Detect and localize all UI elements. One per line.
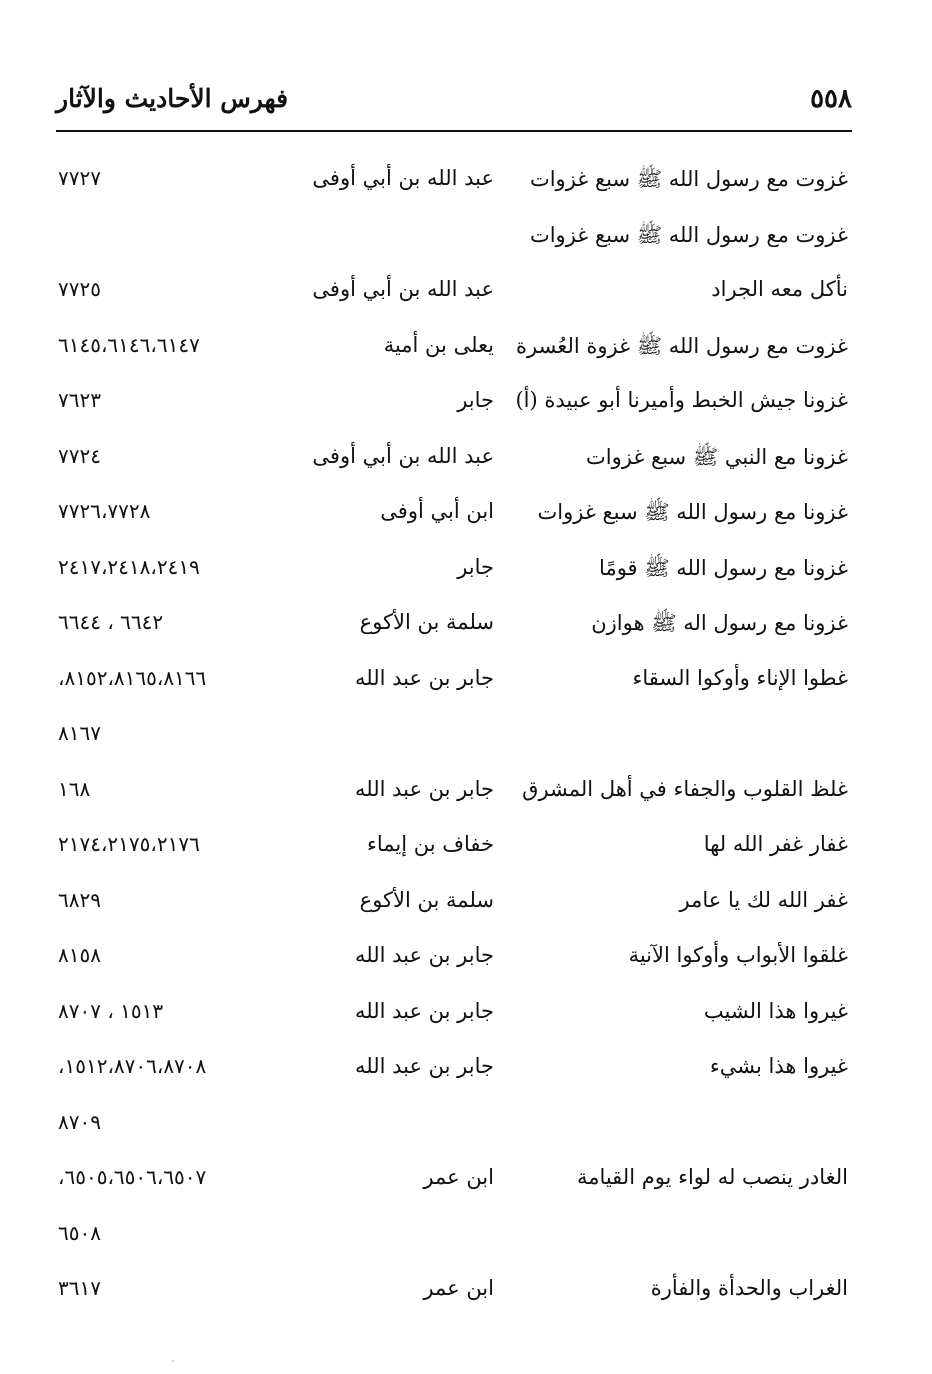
reference-numbers: ٧٦٢٣ [58,388,101,412]
index-row [0,158,932,214]
hadith-text: غزونا مع رسول الله ﷺ قومًا [599,555,848,580]
narrator-name: عبد الله بن أبي أوفى [312,443,494,468]
hadith-text: غزونا مع النبي ﷺ سبع غزوات [586,444,848,469]
hadith-text: نأكل معه الجراد [711,277,848,301]
narrator-name: سلمة بن الأكوع [359,887,494,912]
reference-numbers: ٣٦١٧ [58,1276,101,1300]
reference-numbers: ٦٥٠٥،٦٥٠٦،٦٥٠٧، [58,1165,207,1189]
page-number: ٥٥٨ [810,84,852,114]
narrator-name: عبد الله بن أبي أوفى [312,277,494,301]
hadith-text: غزونا مع رسول الله ﷺ سبع غزوات [537,500,848,524]
reference-numbers: ٨١٦٧ [58,721,101,745]
narrator-name: جابر بن عبد الله [354,1054,494,1078]
narrator-name: ابن أبي أوفى [380,499,494,523]
index-row [0,491,932,547]
hadith-text: غزوت مع رسول الله ﷺ سبع غزوات [529,167,848,191]
reference-numbers: ٦٥٠٨ [58,1220,101,1245]
hadith-text: غيروا هذا بشيء [709,1054,848,1078]
index-row [0,436,932,492]
index-row [0,269,932,325]
narrator-name: يعلى بن أمية [383,332,494,357]
scan-speck [172,1360,174,1362]
reference-numbers: ٨١٥٨ [58,943,101,967]
index-row [0,824,932,880]
index-row [0,547,932,603]
reference-numbers: ٦٦٤٢ ، ٦٦٤٤ [58,610,164,634]
reference-numbers: ٧٧٢٥ [58,277,101,301]
hadith-text: غزوت مع رسول الله ﷺ غزوة العُسرة [515,333,848,358]
index-row [0,991,932,1047]
reference-numbers: ٧٧٢٧ [58,166,101,190]
narrator-name: جابر [457,388,494,412]
hadith-text: غيروا هذا الشيب [703,998,848,1023]
index-row [0,713,932,769]
index-row [0,769,932,825]
index-row [0,602,932,658]
narrator-name: خفاف بن إيماء [366,832,494,856]
index-row [0,935,932,991]
reference-numbers: ٦١٤٥،٦١٤٦،٦١٤٧ [58,332,200,357]
hadith-text: غلقوا الأبواب وأوكوا الآنية [628,943,848,967]
reference-numbers: ١٦٨ [58,776,91,801]
index-table [0,158,932,1324]
reference-numbers: ٢١٧٤،٢١٧٥،٢١٧٦ [58,832,200,856]
hadith-text: غفار غفر الله لها [703,832,848,856]
narrator-name: جابر بن عبد الله [354,998,494,1023]
narrator-name: جابر بن عبد الله [354,943,494,967]
narrator-name: ابن عمر [423,1165,494,1189]
reference-numbers: ٧٧٢٤ [58,443,101,468]
narrator-name: عبد الله بن أبي أوفى [312,166,494,190]
running-title: فهرس الأحاديث والآثار [56,84,289,113]
hadith-text: غفر الله لك يا عامر [679,887,848,912]
index-row [0,880,932,936]
reference-numbers: ٨٧٠٩ [58,1109,101,1134]
index-row [0,325,932,381]
hadith-text: غطوا الإناء وأوكوا السقاء [632,665,848,690]
page-header [56,84,852,124]
reference-numbers: ١٥١٢،٨٧٠٦،٨٧٠٨، [58,1054,207,1078]
hadith-text: غلظ القلوب والجفاء في أهل المشرق [522,776,848,801]
index-row [0,658,932,714]
reference-numbers: ٢٤١٧،٢٤١٨،٢٤١٩ [58,554,200,579]
narrator-name: جابر [457,554,494,579]
reference-numbers: ٨١٥٢،٨١٦٥،٨١٦٦، [58,665,207,690]
hadith-text: غزونا مع رسول اله ﷺ هوازن [591,611,848,635]
header-divider [56,130,852,132]
reference-numbers: ٦٨٢٩ [58,887,101,912]
index-row [0,380,932,436]
reference-numbers: ١٥١٣ ، ٨٧٠٧ [58,998,164,1023]
narrator-name: ابن عمر [423,1276,494,1300]
hadith-text: غزونا جيش الخبط وأميرنا أبو عبيدة (أ) [515,388,848,412]
reference-numbers: ٧٧٢٦،٧٧٢٨ [58,499,151,523]
hadith-text: غزوت مع رسول الله ﷺ سبع غزوات [529,222,848,247]
index-row [0,1046,932,1102]
index-row [0,1102,932,1158]
hadith-text: الغراب والحدأة والفأرة [650,1276,848,1300]
index-row [0,1268,932,1324]
index-row [0,214,932,270]
index-row [0,1157,932,1213]
hadith-text: الغادر ينصب له لواء يوم القيامة [576,1165,848,1189]
index-row [0,1213,932,1269]
narrator-name: سلمة بن الأكوع [359,610,494,634]
narrator-name: جابر بن عبد الله [354,665,494,690]
narrator-name: جابر بن عبد الله [354,776,494,801]
